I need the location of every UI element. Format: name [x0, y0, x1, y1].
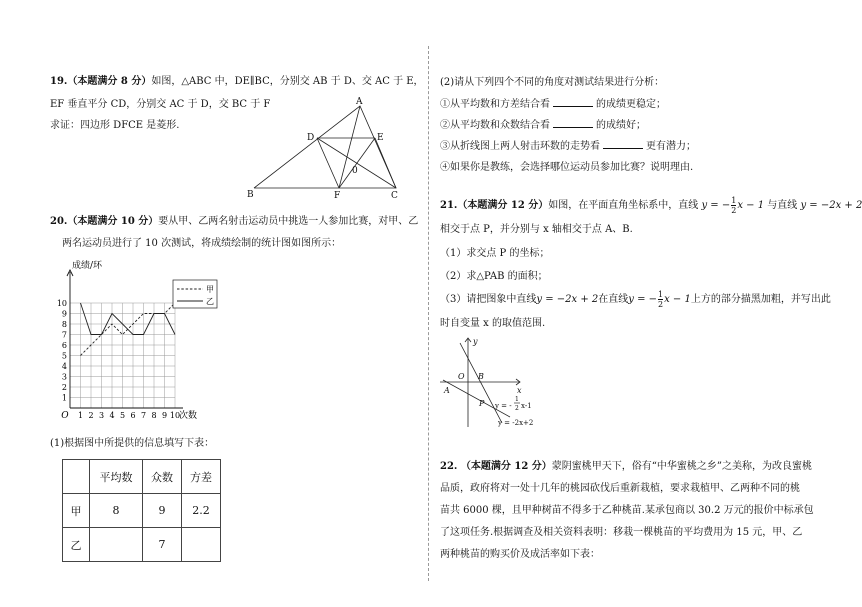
x-tick-label: 6	[130, 411, 136, 420]
q20-sub2: (2)请从下列四个不同的角度对测试结果进行分析：	[440, 77, 665, 88]
line1-eq-b: x-1	[521, 402, 532, 410]
q20-sub1: (1)根据图中所提供的信息填写下表：	[50, 438, 215, 449]
axis-y-label: y	[473, 337, 478, 346]
q19-label-d: D	[307, 133, 315, 143]
table-cell	[90, 528, 143, 562]
y-tick-label: 9	[61, 309, 67, 319]
table-header-cell: 众数	[143, 460, 182, 494]
q20-head: 20.（本题满分 10 分）	[50, 216, 159, 227]
fraction-half: $\frac{1}{2}$	[731, 196, 737, 215]
q21-head: 21.（本题满分 12 分）	[440, 200, 549, 211]
column-divider	[428, 46, 429, 581]
q22-line1: 22. （本题满分 12 分）蒙阴蜜桃甲天下，俗有“中华蜜桃之乡”之美称，为改良蜜桃	[440, 461, 812, 472]
q21-line2: 相交于点 P，并分别与 x 轴相交于点 A、B.	[440, 224, 633, 235]
x-tick-label: 7	[140, 411, 147, 420]
q22-line3: 苗共 6000 棵，且甲种树苗不得多于乙种桃苗.某承包商以 30.2 万元的报价中标承包	[440, 505, 814, 516]
axis-x-label: x	[517, 386, 522, 395]
y-tick-label: 3	[61, 372, 67, 382]
q20-stat-table	[62, 459, 221, 562]
point-p-label: P	[479, 399, 485, 408]
q22-head: 22. （本题满分 12 分）	[440, 461, 552, 472]
x-tick-label: 10	[169, 411, 181, 420]
origin-label: O	[61, 411, 69, 421]
table-cell: 甲	[63, 494, 90, 528]
legend-label: 甲	[206, 285, 214, 294]
legend-label: 乙	[206, 297, 214, 306]
table-cell: 2.2	[182, 494, 221, 528]
q20-item2: ②从平均数和众数结合看 的成绩好；	[440, 120, 646, 131]
table-cell: 乙	[63, 528, 90, 562]
answer-blank	[553, 106, 593, 107]
x-tick-label: 5	[119, 411, 126, 420]
q21-sub3: （3）请把图象中直线y = −2x + 2在直线y = − $\frac{1}{2}$ x − 1上方的部分描黑加粗，并写出此	[440, 290, 831, 309]
origin-label: O	[458, 372, 465, 381]
q19-label-f: F	[334, 191, 341, 201]
table-header-cell: 平均数	[90, 460, 143, 494]
q21-coordinate-figure	[440, 335, 550, 430]
point-a-label: A	[444, 386, 450, 395]
q20-line1: 20.（本题满分 10 分）要从甲、乙两名射击运动员中挑选一人参加比赛，对甲、乙	[50, 216, 419, 227]
line1-frac-d: 2	[515, 405, 519, 412]
q20-item3: ③从折线图上两人射击环数的走势看 更有潜力；	[440, 141, 696, 152]
answer-blank	[553, 127, 593, 128]
table-header-row	[63, 460, 221, 494]
y-tick-label: 4	[61, 362, 67, 371]
q22-line5: 两种桃苗的购买价及成活率如下表：	[440, 549, 600, 560]
table-cell	[182, 528, 221, 562]
table-header-cell	[63, 460, 90, 494]
q19-label-c: C	[391, 191, 398, 201]
q22-line2: 品质，政府将对一处十几年的桃园砍伐后重新栽植，要求栽植甲、乙两种不同的桃	[440, 483, 800, 494]
q21-line1: 21.（本题满分 12 分）如图，在平面直角坐标系中，直线 y = − $\frac{1}{2}$ x − 1 与直线 y = −2x + 2	[440, 196, 862, 215]
line1-frac-n: 1	[515, 396, 519, 403]
q19-head: 19.（本题满分 8 分）	[50, 76, 152, 87]
q19-line2: EF 垂直平分 CD，分别交 AC 于 D，交 BC 于 F	[50, 99, 271, 110]
y-axis-label: 成绩/环	[72, 261, 103, 271]
x-tick-label: 1	[77, 411, 84, 420]
table-cell: 9	[143, 494, 182, 528]
q19-triangle-figure	[244, 98, 414, 200]
x-axis-label: 次数	[179, 411, 198, 421]
x-tick-label: 2	[88, 411, 94, 420]
y-tick-label: 10	[56, 299, 67, 308]
q19-line3: 求证：四边形 DFCE 是菱形.	[50, 120, 180, 131]
x-tick-label: 3	[98, 411, 105, 420]
fraction-half: $\frac{1}{2}$	[658, 290, 664, 309]
y-tick-label: 6	[61, 341, 67, 350]
table-row	[63, 494, 221, 528]
table-header-cell: 方差	[182, 460, 221, 494]
q19-label-b: B	[247, 190, 254, 200]
q19-label-e: E	[377, 133, 384, 143]
answer-blank	[603, 148, 643, 149]
q20-item4: ④如果你是教练，会选择哪位运动员参加比赛？说明理由.	[440, 162, 694, 173]
q21-sub3-cont: 时自变量 x 的取值范围.	[440, 318, 546, 329]
y-tick-label: 1	[61, 393, 67, 403]
q20-line-chart	[56, 258, 218, 421]
table-cell: 8	[90, 494, 143, 528]
table-cell: 7	[143, 528, 182, 562]
series-line-乙	[81, 303, 176, 335]
q20-line2: 两名运动员进行了 10 次测试，将成绩绘制的统计图如图所示：	[62, 238, 342, 249]
q19-label-a: A	[356, 97, 363, 107]
q21-sub2: （2）求△PAB 的面积；	[440, 271, 548, 282]
q22-line4: 了这项任务.根据调查及相关资料表明：移栽一棵桃苗的平均费用为 15 元，甲、乙	[440, 527, 803, 538]
q19-line1: 19.（本题满分 8 分）如图，△ABC 中，DE∥BC，分别交 AB 于 D、交 AC 于 E，	[50, 76, 424, 87]
table-row	[63, 528, 221, 562]
q20-item1: ①从平均数和方差结合看 的成绩更稳定；	[440, 99, 666, 110]
line2-eq: y = -2x+2	[498, 419, 534, 427]
x-tick-label: 9	[161, 411, 168, 420]
q21-sub1: （1）求交点 P 的坐标；	[440, 248, 550, 259]
q19-label-o: 0	[352, 166, 358, 176]
line1-eq-a: y = -	[495, 402, 512, 410]
y-tick-label: 8	[61, 320, 67, 329]
x-tick-label: 8	[151, 411, 157, 420]
y-tick-label: 7	[61, 330, 67, 340]
x-tick-label: 4	[109, 411, 115, 420]
point-b-label: B	[478, 372, 484, 381]
y-tick-label: 5	[61, 351, 67, 361]
y-tick-label: 2	[61, 383, 67, 392]
